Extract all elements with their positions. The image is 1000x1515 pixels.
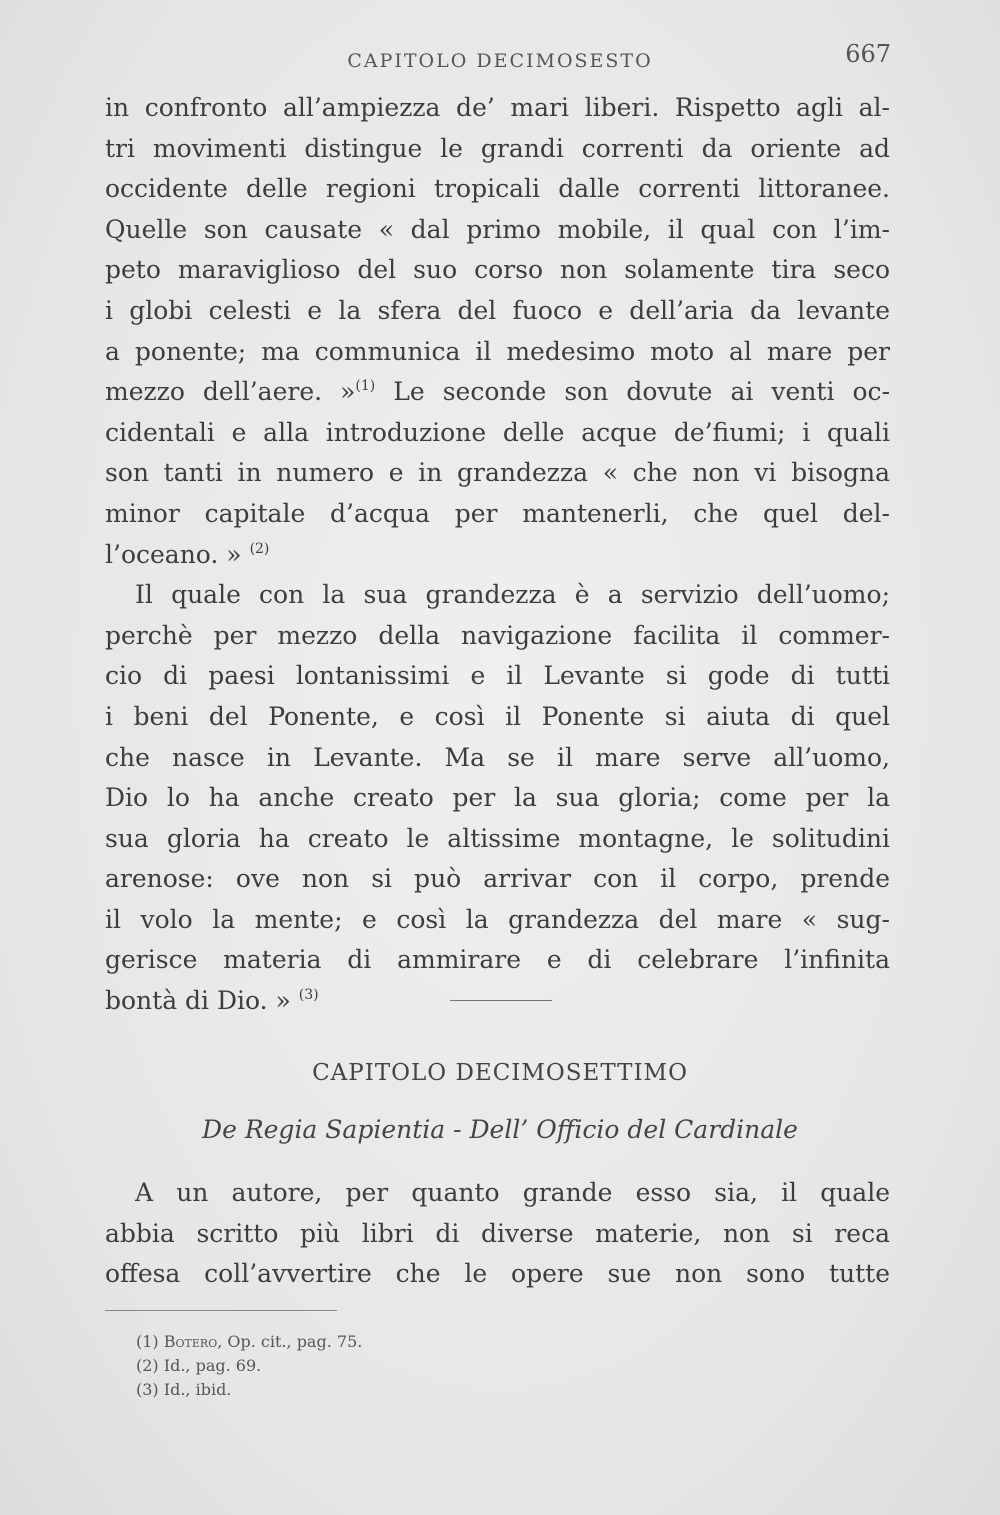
- footnote-ref-1[interactable]: (1): [355, 378, 376, 395]
- footnote-3: [136, 1378, 836, 1402]
- body-text-section-1: [105, 88, 890, 1022]
- text-line: occidente delle regioni tropicali dalle correnti littoranee.: [105, 174, 890, 204]
- text-fragment: bontà di Dio. »: [105, 986, 291, 1016]
- footnote-author: Botero: [163, 1332, 218, 1351]
- text-line: A un autore, per quanto grande esso sia, il quale: [135, 1178, 890, 1207]
- text-line: a ponente; ma communica il medesimo moto al mare per: [105, 336, 890, 366]
- text-line: che nasce in Levante. Ma se il mare serve all’uomo,: [105, 742, 890, 772]
- footnote-rule: [105, 1310, 337, 1311]
- footnote-text: Id., pag. 69.: [163, 1356, 262, 1375]
- text-fragment: mezzo dell’aere. »: [105, 377, 356, 407]
- footnote-ref-2[interactable]: (2): [249, 540, 270, 557]
- text-line: perchè per mezzo della navigazione facilita il commer-: [105, 620, 890, 650]
- text-line: sua gloria ha creato le altissime montagne, le solitudini: [105, 823, 890, 853]
- text-line: cidentali e alla introduzione delle acque de’fiumi; i quali: [105, 417, 890, 447]
- footnote-1: [136, 1330, 836, 1354]
- text-line: [105, 372, 890, 413]
- text-line: Il quale con la sua grandezza è a servizio dell’uomo;: [135, 580, 890, 610]
- text-line: in confronto all’ampiezza de’ mari liberi. Rispetto agli al-: [105, 93, 890, 122]
- text-line: tri movimenti distingue le grandi correnti da oriente ad: [105, 133, 890, 163]
- text-fragment: l’oceano. »: [105, 539, 242, 569]
- text-line: il volo la mente; e così la grandezza del mare « sug-: [105, 904, 890, 934]
- chapter-title: CAPITOLO DECIMOSETTIMO: [312, 1060, 688, 1086]
- footnote-number: (2): [136, 1356, 159, 1375]
- footnote-text: Id., ibid.: [163, 1380, 232, 1399]
- footnotes: [136, 1330, 836, 1402]
- body-text-chapter: [105, 1173, 890, 1295]
- text-line: cio di paesi lontanissimi e il Levante si gode di tutti: [105, 661, 890, 691]
- text-line: son tanti in numero e in grandezza « che non vi bisogna: [105, 458, 890, 488]
- text-line: arenose: ove non si può arrivar con il corpo, prende: [105, 864, 890, 894]
- chapter-subtitle: De Regia Sapientia - Dell’ Officio del Cardinale: [202, 1115, 798, 1144]
- section-divider: [450, 1000, 552, 1001]
- running-title: CAPITOLO DECIMOSESTO: [347, 50, 653, 72]
- text-line: gerisce materia di ammirare e di celebrare l’infinita: [105, 945, 890, 975]
- text-line: abbia scritto più libri di diverse materie, non si reca: [105, 1218, 890, 1248]
- running-head: [105, 40, 895, 80]
- text-line: Dio lo ha anche creato per la sua gloria; come per la: [105, 783, 890, 813]
- text-line: peto maraviglioso del suo corso non solamente tira seco: [105, 255, 890, 285]
- text-line: minor capitale d’acqua per mantenerli, che quel del-: [105, 498, 890, 528]
- text-fragment: Le seconde son dovute ai venti oc-: [393, 377, 891, 407]
- footnote-text: , Op. cit., pag. 75.: [217, 1332, 363, 1351]
- page-number: 667: [845, 40, 891, 68]
- text-line: offesa coll’avvertire che le opere sue non sono tutte: [105, 1259, 890, 1289]
- text-line: [105, 535, 890, 576]
- text-line: i globi celesti e la sfera del fuoco e dell’aria da levante: [105, 295, 890, 325]
- footnote-ref-3[interactable]: (3): [298, 987, 319, 1004]
- footnote-number: (3): [136, 1380, 159, 1399]
- footnote-2: [136, 1354, 836, 1378]
- text-line: i beni del Ponente, e così il Ponente si aiuta di quel: [105, 701, 890, 731]
- footnote-number: (1): [136, 1332, 159, 1351]
- text-line: Quelle son causate « dal primo mobile, il qual con l’im-: [105, 214, 890, 244]
- text-line: [105, 981, 890, 1022]
